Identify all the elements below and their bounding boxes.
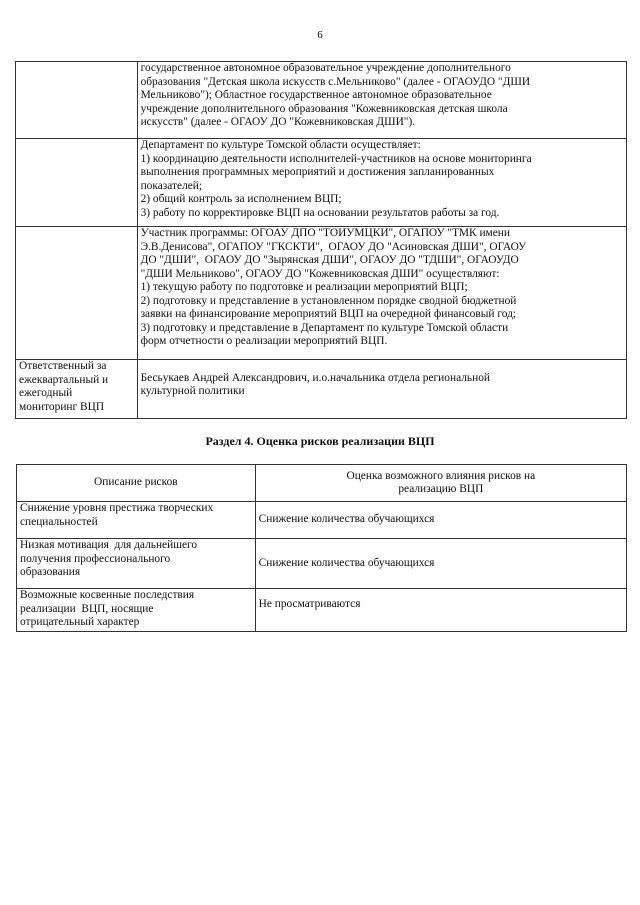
- text-line: Э.В.Денисова", ОГАПОУ "ГКСКТИ", ОГАОУ ДО "Асиновская ДШИ", ОГАОУ: [140, 240, 527, 253]
- text-line: "ДШИ Мельниково", ОГАОУ ДО "Кожевниковская ДШИ" осуществляют:: [140, 267, 500, 280]
- text-line: 1) текущую работу по подготовке и реализации мероприятий ВЦП;: [140, 281, 468, 293]
- empty-label-cell: [16, 227, 138, 360]
- page-number: 6: [317, 29, 323, 41]
- text-line: ежегодный: [19, 387, 73, 399]
- text-line: Снижение уровня престижа творческих: [20, 502, 214, 514]
- risk-impact-cell: Снижение количества обучающихся: [255, 502, 626, 539]
- text-line: Оценка возможного влияния рисков на: [346, 469, 536, 482]
- text-line: заявки на финансирование мероприятий ВЦП на очередной финансовый год;: [140, 308, 517, 320]
- text-line: реализацию ВЦП: [398, 483, 484, 495]
- text-line: специальностей: [20, 515, 98, 528]
- text-line: форм отчетности о реализации мероприятий ВЦП.: [140, 335, 388, 347]
- empty-label-cell: [16, 62, 138, 139]
- risk-table: [16, 464, 627, 632]
- text-line: Мельниково"); Областное государственное автономное образовательное: [140, 89, 492, 101]
- department-duties-cell: [137, 139, 626, 227]
- text-line: культурной политики: [140, 385, 245, 397]
- text-line: государственное автономное образовательное учреждение дополнительного: [140, 62, 511, 74]
- text-line: Низкая мотивация для дальнейшего: [20, 539, 198, 551]
- text-line: ДО "ДШИ", ОГАОУ ДО "Зырянская ДШИ", ОГАОУ ДО "ТДШИ", ОГАОУДО: [140, 254, 519, 266]
- text-line: мониторинг ВЦП: [19, 400, 105, 413]
- text-line: образования "Детская школа искусств с.Мельниково" (далее - ОГАОУДО "ДШИ: [140, 75, 531, 88]
- risk-description-cell: [17, 502, 256, 539]
- text-line: выполнения программных мероприятий и достижения запланированных: [140, 166, 495, 178]
- monitoring-label-cell: [16, 360, 138, 419]
- risk-description-cell: [17, 539, 256, 589]
- risk-description-cell: [17, 589, 256, 632]
- text-line: 2) общий контроль за исполнением ВЦП;: [140, 193, 342, 205]
- text-line: образования: [20, 566, 81, 578]
- risk-impact-header: [255, 465, 626, 502]
- responsibility-table: [15, 61, 627, 419]
- text-line: Возможные косвенные последствия: [20, 589, 195, 601]
- executors-description-cell: [137, 62, 626, 139]
- table-row: [16, 227, 627, 360]
- text-line: реализации ВЦП, носящие: [20, 602, 154, 615]
- table-row: [16, 139, 627, 227]
- monitoring-responsible-cell: [137, 360, 626, 419]
- text-line: Участник программы: ОГОАУ ДПО "ТОИУМЦКИ", ОГАПОУ "ТМК имени: [140, 227, 510, 239]
- table-row: [17, 539, 627, 589]
- section-title: Раздел 4. Оценка рисков реализации ВЦП: [205, 434, 435, 448]
- text-line: 3) работу по корректировке ВЦП на основании результатов работы за год.: [140, 206, 500, 219]
- text-line: Ответственный за: [19, 360, 107, 372]
- text-line: 1) координацию деятельности исполнителей-участников на основе мониторинга: [140, 152, 532, 165]
- text-line: 2) подготовку и представление в установленном порядке сводной бюджетной: [140, 294, 517, 307]
- table-row: [16, 360, 627, 419]
- text-line: получения профессионального: [20, 552, 171, 565]
- text-line: Бесьукаев Андрей Александрович, и.о.начальника отдела региональной: [140, 371, 490, 384]
- risk-impact-cell: Снижение количества обучающихся: [255, 539, 626, 589]
- text-line: учреждение дополнительного образования "Кожевниковская детская школа: [140, 102, 508, 115]
- table-row: [17, 502, 627, 539]
- text-line: отрицательный характер: [20, 616, 140, 628]
- table-row: [16, 62, 627, 139]
- text-line: показателей;: [140, 179, 203, 192]
- text-line: ежеквартальный и: [19, 373, 109, 386]
- risk-description-header: Описание рисков: [17, 465, 256, 502]
- text-line: искусств" (далее - ОГАОУ ДО "Кожевниковская ДШИ").: [140, 116, 416, 128]
- text-line: Департамент по культуре Томской области осуществляет:: [140, 139, 421, 151]
- participants-duties-cell: [137, 227, 626, 360]
- text-line: 3) подготовку и представление в Департамент по культуре Томской области: [140, 321, 509, 334]
- empty-label-cell: [16, 139, 138, 227]
- table-header-row: [17, 465, 627, 502]
- risk-impact-cell: Не просматриваются: [255, 589, 626, 632]
- table-row: [17, 589, 627, 632]
